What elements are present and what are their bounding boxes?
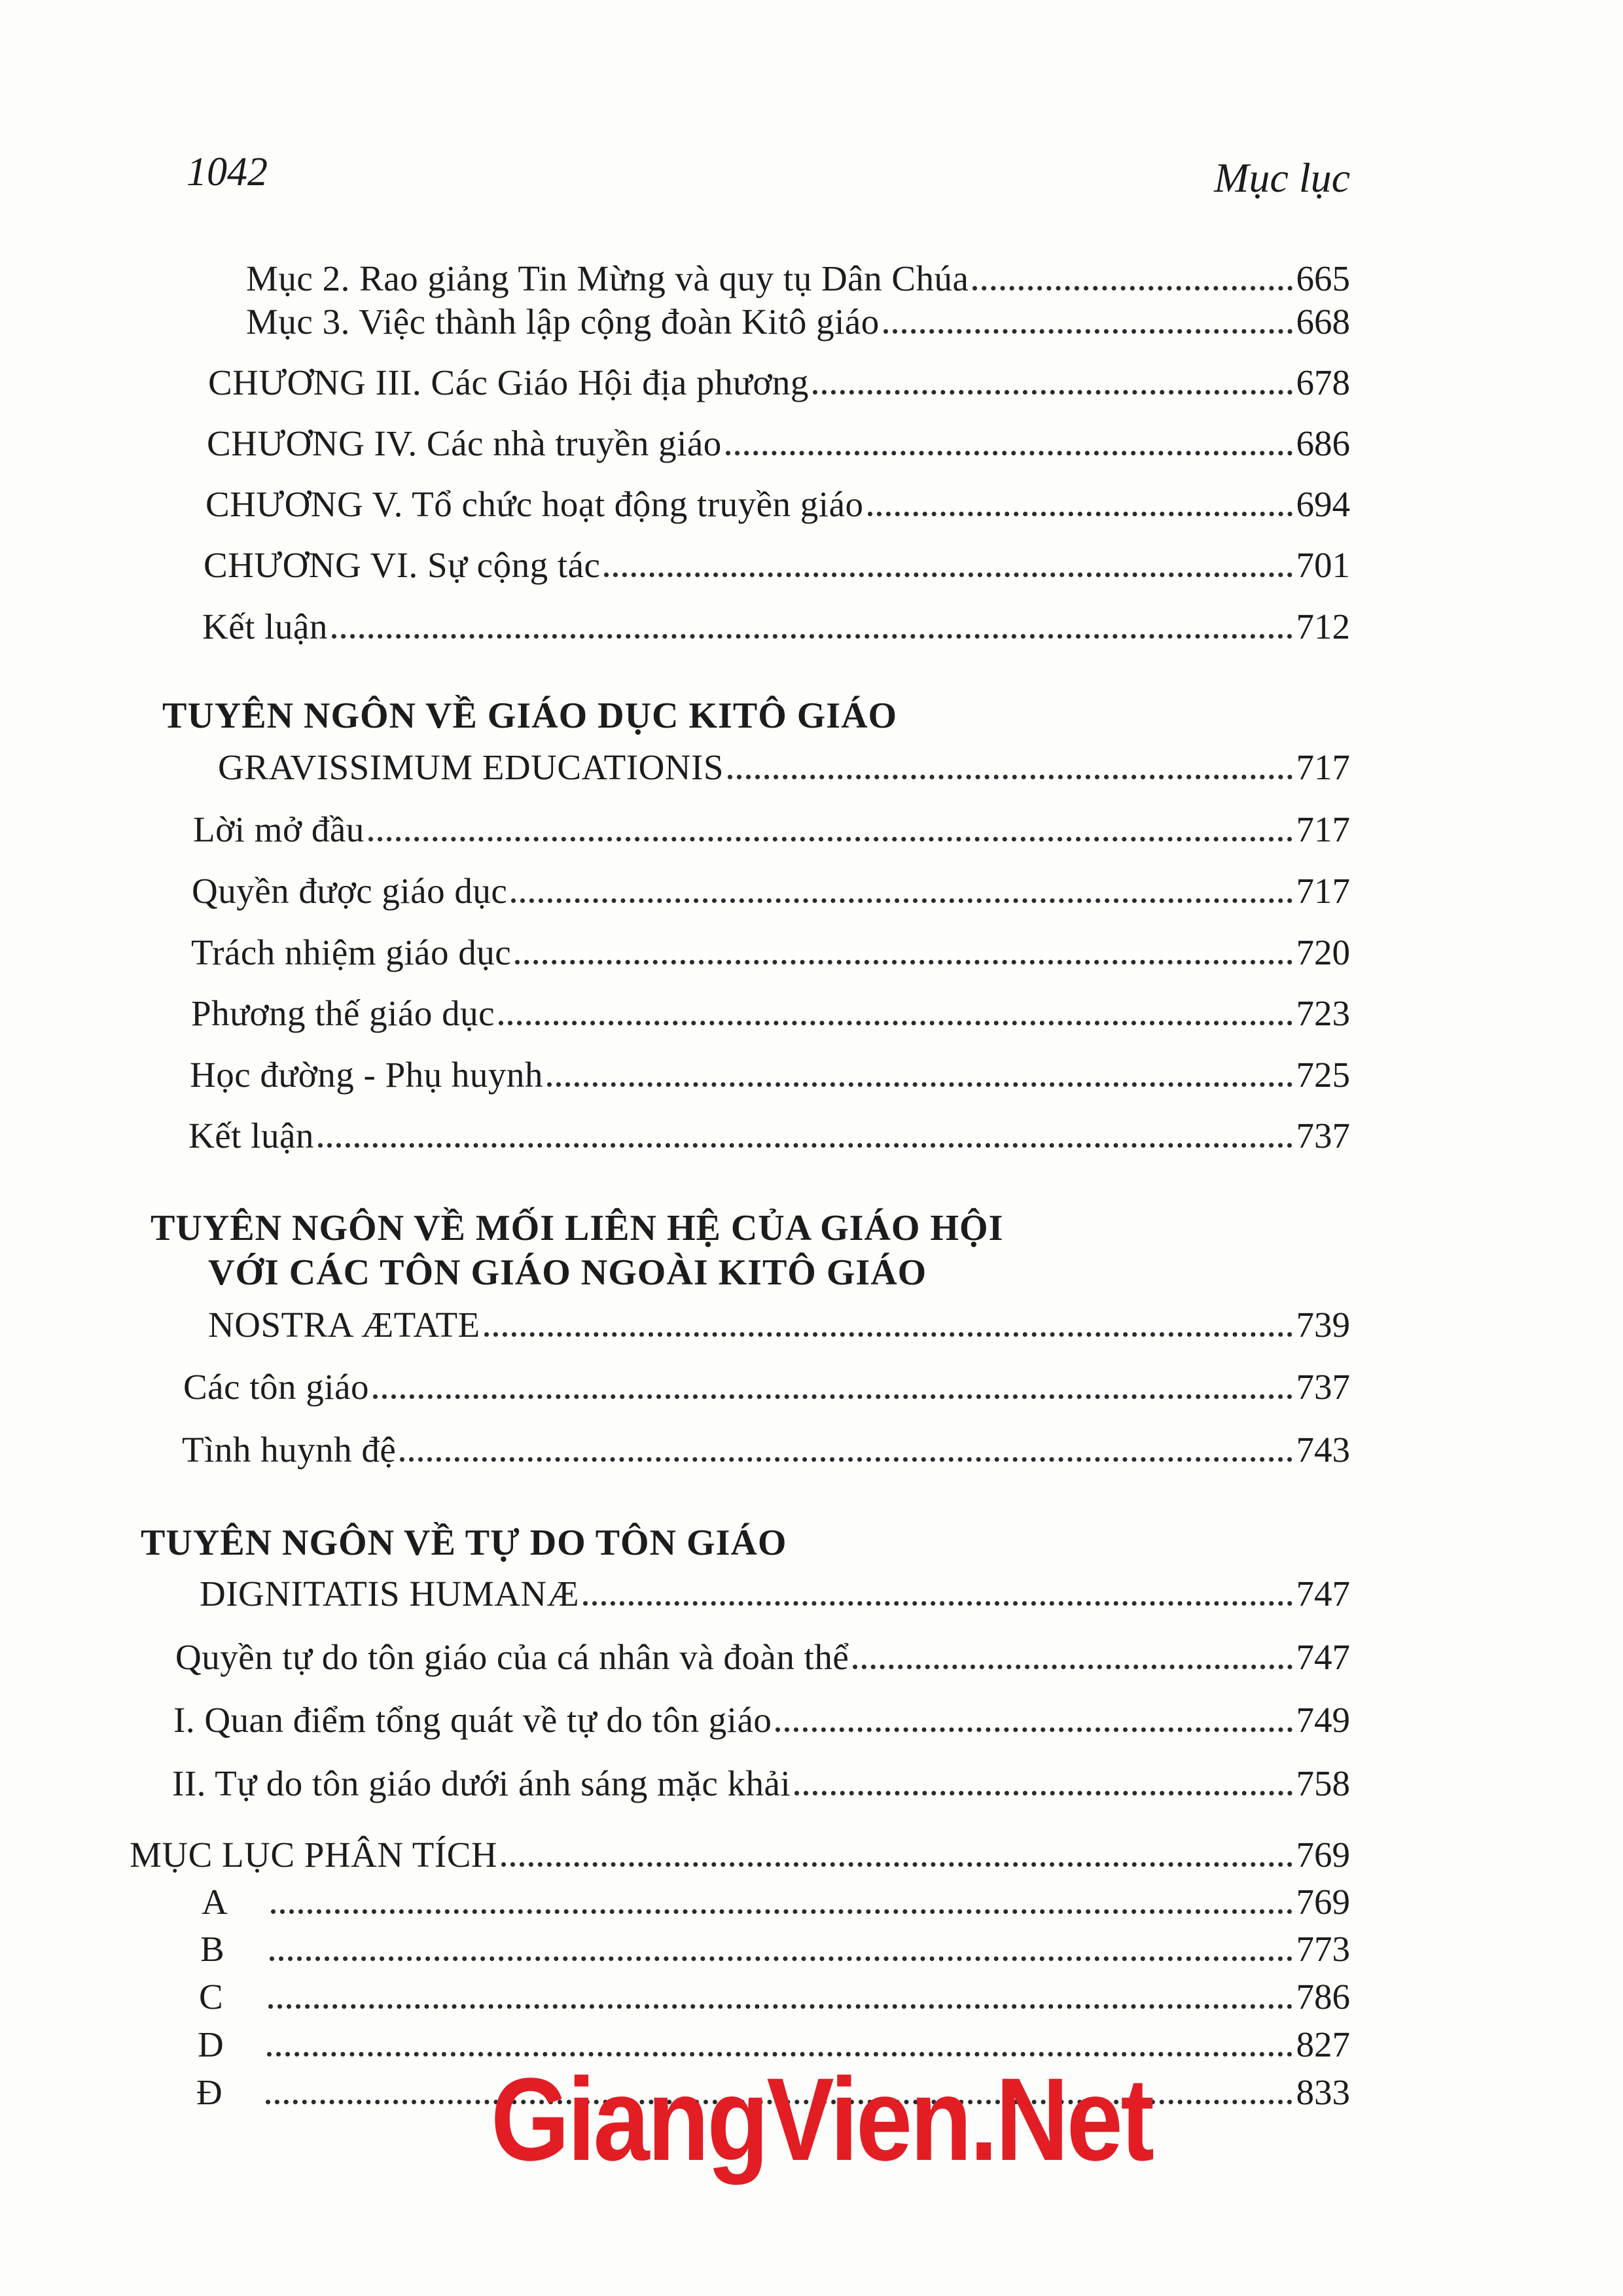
toc-entry-title: Phương thế giáo dục xyxy=(191,993,495,1033)
toc-entry xyxy=(207,425,1350,461)
toc-entry-page: 701 xyxy=(1296,545,1350,585)
dot-leader xyxy=(400,1457,1292,1462)
toc-entry-page: 747 xyxy=(1296,1574,1350,1614)
toc-entry-title: CHƯƠNG VI. Sự cộng tác xyxy=(204,545,601,585)
toc-entry xyxy=(191,995,1350,1031)
toc-entry xyxy=(218,749,1350,785)
toc-entry-title: NOSTRA ÆTATE xyxy=(208,1305,480,1345)
dot-leader xyxy=(511,898,1292,903)
toc-entry xyxy=(190,1057,1350,1093)
toc-entry-page: 827 xyxy=(1296,2024,1350,2064)
section-heading: TUYÊN NGÔN VỀ MỐI LIÊN HỆ CỦA GIÁO HỘI xyxy=(151,1208,1004,1248)
toc-entry-page: 737 xyxy=(1296,1116,1350,1156)
dot-leader xyxy=(332,634,1293,639)
toc-entry-page: 694 xyxy=(1296,484,1350,524)
dot-leader xyxy=(776,1727,1292,1732)
toc-entry-title: DIGNITATIS HUMANÆ xyxy=(200,1574,580,1614)
toc-entry-page: 749 xyxy=(1296,1700,1350,1740)
toc-entry-page: 769 xyxy=(1296,1835,1350,1875)
toc-entry-title: Lời mở đầu xyxy=(193,809,365,849)
dot-leader xyxy=(368,837,1293,841)
toc-entry xyxy=(246,304,1350,340)
toc-entry-title: CHƯƠNG IV. Các nhà truyền giáo xyxy=(207,423,722,463)
dot-leader xyxy=(547,1082,1293,1087)
toc-entry-title: C xyxy=(199,1977,224,2017)
dot-leader xyxy=(972,286,1292,291)
toc-entry-title: CHƯƠNG III. Các Giáo Hội địa phương xyxy=(208,362,809,402)
toc-entry-title: Học đường - Phụ huynh xyxy=(190,1055,543,1095)
dot-leader xyxy=(484,1332,1293,1337)
toc-entry-title: Đ xyxy=(196,2072,223,2112)
section-heading: TUYÊN NGÔN VỀ GIÁO DỤC KITÔ GIÁO xyxy=(162,696,898,736)
toc-entry xyxy=(208,1307,1350,1343)
toc-entry xyxy=(172,1765,1350,1801)
toc-entry-page: 723 xyxy=(1296,993,1350,1033)
dot-leader xyxy=(501,1862,1292,1867)
toc-entry xyxy=(182,1432,1350,1468)
toc-entry xyxy=(183,1369,1350,1405)
toc-entry-title: MỤC LỤC PHÂN TÍCH xyxy=(130,1835,498,1875)
dot-leader xyxy=(883,329,1293,334)
dot-leader xyxy=(868,512,1293,516)
toc-entry xyxy=(188,1118,1350,1154)
section-heading: VỚI CÁC TÔN GIÁO NGOÀI KITÔ GIÁO xyxy=(208,1252,927,1293)
toc-entry-page: 725 xyxy=(1296,1055,1350,1095)
toc-entry-page: 773 xyxy=(1296,1929,1350,1969)
toc-entry-page: 717 xyxy=(1296,871,1350,911)
dot-leader xyxy=(853,1665,1292,1669)
toc-entry-title: Kết luận xyxy=(202,607,328,646)
toc-entry xyxy=(205,486,1350,522)
toc-entry-title: CHƯƠNG V. Tổ chức hoạt động truyền giáo xyxy=(205,484,864,524)
toc-entry-page: 786 xyxy=(1296,1977,1350,2017)
toc-entry-page: 743 xyxy=(1296,1430,1350,1470)
toc-entry-title: B xyxy=(200,1929,225,1969)
dot-leader xyxy=(583,1601,1292,1606)
toc-entry-title: II. Tự do tôn giáo dưới ánh sáng mặc khải xyxy=(172,1763,791,1803)
dot-leader xyxy=(813,390,1293,395)
toc-entry-title: D xyxy=(198,2024,224,2064)
toc-entry-title: Mục 3. Việc thành lập cộng đoàn Kitô giáo xyxy=(246,302,880,342)
toc-entry-title: Trách nhiệm giáo dục xyxy=(191,932,512,972)
dot-leader xyxy=(271,1909,1293,1914)
toc-entry-title: Tình huynh đệ xyxy=(182,1430,397,1470)
toc-entry-page: 686 xyxy=(1296,423,1350,463)
dot-leader xyxy=(499,1021,1292,1025)
dot-leader xyxy=(604,573,1292,577)
watermark-logo: GiangVien.Net xyxy=(491,2054,1152,2185)
toc-entry-page: 747 xyxy=(1296,1637,1350,1677)
toc-entry xyxy=(208,364,1350,400)
toc-entry xyxy=(200,1576,1350,1612)
toc-entry-page: 758 xyxy=(1296,1763,1350,1803)
toc-entry xyxy=(193,811,1350,847)
toc-entry xyxy=(192,873,1350,909)
toc-entry-page: 717 xyxy=(1296,747,1350,787)
toc-entry-page: 668 xyxy=(1296,302,1350,342)
toc-entry xyxy=(202,1884,1350,1920)
toc-entry xyxy=(204,547,1350,583)
toc-entry-title: Quyền được giáo dục xyxy=(192,871,508,911)
dot-leader xyxy=(794,1791,1292,1795)
toc-entry xyxy=(246,260,1350,296)
toc-entry-page: 717 xyxy=(1296,809,1350,849)
toc-entry-title: A xyxy=(202,1882,228,1922)
toc-entry-title: Quyền tự do tôn giáo của cá nhân và đoàn thể xyxy=(175,1637,849,1677)
toc-entry xyxy=(173,1702,1350,1738)
toc-entry xyxy=(191,934,1350,970)
running-head: Mục lục xyxy=(1214,154,1350,201)
toc-entry-page: 769 xyxy=(1296,1882,1350,1922)
dot-leader xyxy=(728,775,1293,779)
toc-entry-title: GRAVISSIMUM EDUCATIONIS xyxy=(218,747,724,787)
toc-entry-page: 712 xyxy=(1296,607,1350,646)
section-heading: TUYÊN NGÔN VỀ TỰ DO TÔN GIÁO xyxy=(141,1523,787,1563)
dot-leader xyxy=(515,960,1292,964)
page-number: 1042 xyxy=(187,150,268,194)
toc-entry xyxy=(130,1837,1350,1873)
toc-entry-title: Kết luận xyxy=(188,1116,314,1156)
dot-leader xyxy=(268,2004,1293,2009)
toc-entry-page: 665 xyxy=(1296,258,1350,298)
toc-entry xyxy=(199,1979,1350,2015)
toc-entry-title: Mục 2. Rao giảng Tin Mừng và quy tụ Dân Chúa xyxy=(246,258,969,298)
toc-entry-title: I. Quan điểm tổng quát về tự do tôn giáo xyxy=(173,1700,772,1740)
toc-entry xyxy=(175,1639,1350,1675)
toc-entry-page: 739 xyxy=(1296,1305,1350,1345)
toc-entry-page: 833 xyxy=(1296,2072,1350,2112)
toc-entry xyxy=(202,609,1350,645)
toc-entry xyxy=(200,1931,1350,1967)
dot-leader xyxy=(318,1143,1293,1148)
dot-leader xyxy=(270,1956,1293,1961)
toc-entry-title: Các tôn giáo xyxy=(183,1367,369,1407)
dot-leader xyxy=(726,451,1293,455)
toc-entry-page: 720 xyxy=(1296,932,1350,972)
toc-entry-page: 678 xyxy=(1296,362,1350,402)
dot-leader xyxy=(373,1394,1293,1399)
toc-entry-page: 737 xyxy=(1296,1367,1350,1407)
